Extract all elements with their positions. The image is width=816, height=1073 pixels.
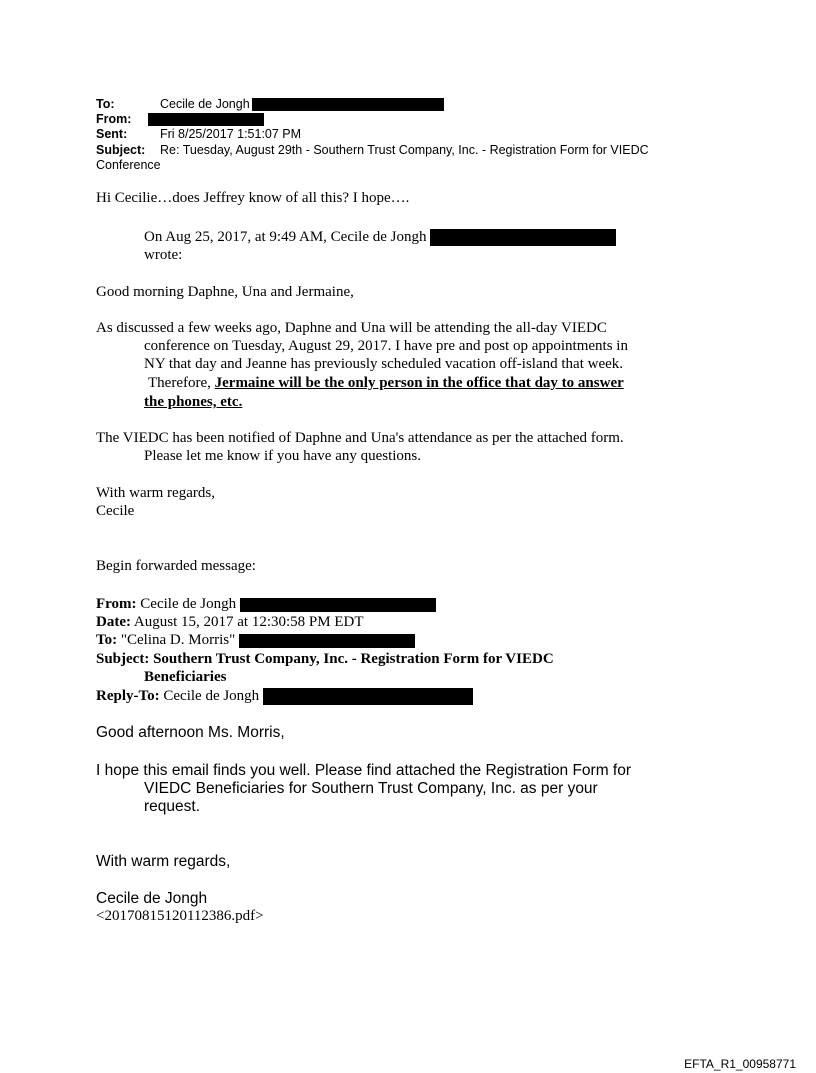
fwd-subject-cont: Beneficiaries bbox=[144, 669, 227, 685]
quoted-para2-line2: Please let me know if you have any questions. bbox=[144, 448, 422, 464]
quoted-para1-line3: NY that day and Jeanne has previously scheduled vacation off-island that week. bbox=[144, 356, 624, 372]
sent-value: Fri 8/25/2017 1:51:07 PM bbox=[160, 127, 302, 141]
quoted-para1-line2: conference on Tuesday, August 29, 2017. I have pre and post op appointments in bbox=[144, 338, 628, 354]
fwd-date: Date: August 15, 2017 at 12:30:58 PM EDT bbox=[96, 614, 364, 630]
quoted-para1-line1: As discussed a few weeks ago, Daphne and Una will be attending the all-day VIEDC bbox=[96, 320, 607, 336]
fwd-closing: With warm regards, bbox=[96, 853, 231, 870]
to-value: Cecile de Jongh bbox=[160, 97, 250, 111]
quoted-para1-line4: Therefore, Jermaine will be the only person in the office that day to answer bbox=[148, 375, 624, 391]
fwd-to: To: "Celina D. Morris" bbox=[96, 631, 415, 650]
fwd-signature: Cecile de Jongh bbox=[96, 890, 208, 907]
fwd-body-line2: VIEDC Beneficiaries for Southern Trust Company, Inc. as per your bbox=[144, 780, 598, 797]
fwd-greeting: Good afternoon Ms. Morris, bbox=[96, 724, 285, 741]
quoted-attribution: On Aug 25, 2017, at 9:49 AM, Cecile de Jongh bbox=[96, 228, 616, 247]
header-subject-cont bbox=[96, 158, 161, 173]
fwd-from: From: Cecile de Jongh bbox=[96, 595, 436, 614]
subject-value-cont: Conference bbox=[96, 158, 161, 172]
quoted-para1-line5 bbox=[96, 393, 242, 412]
quoted-attribution-cont: wrote: bbox=[144, 247, 183, 263]
subject-label: Subject: bbox=[96, 143, 146, 157]
redaction bbox=[263, 688, 473, 705]
header-sent bbox=[96, 127, 301, 142]
quoted-signature: Cecile bbox=[96, 503, 135, 519]
forwarded-intro: Begin forwarded message: bbox=[96, 558, 256, 574]
header-to bbox=[96, 97, 444, 112]
bates-number: EFTA_R1_00958771 bbox=[684, 1057, 796, 1071]
to-label: To: bbox=[96, 97, 115, 111]
emphasis-text: Jermaine will be the only person in the office that day to answer bbox=[214, 375, 624, 391]
attachment-name[interactable]: <20170815120112386.pdf> bbox=[96, 908, 264, 924]
fwd-body-line3: request. bbox=[144, 798, 201, 815]
fwd-replyto: Reply-To: Cecile de Jongh bbox=[96, 687, 473, 706]
fwd-body-line1: I hope this email finds you well. Please find attached the Registration Form for bbox=[96, 762, 632, 779]
quoted-para2-line1: The VIEDC has been notified of Daphne and Una's attendance as per the attached form. bbox=[96, 430, 624, 446]
subject-value: Re: Tuesday, August 29th - Southern Trust Company, Inc. - Registration Form for VIEDC bbox=[160, 143, 649, 157]
from-label: From: bbox=[96, 112, 132, 126]
redaction bbox=[430, 229, 616, 246]
redaction bbox=[239, 634, 415, 648]
redaction bbox=[148, 113, 264, 126]
reply-text: Hi Cecilie…does Jeffrey know of all this? I hope…. bbox=[96, 190, 410, 206]
sent-label: Sent: bbox=[96, 127, 128, 141]
quoted-closing: With warm regards, bbox=[96, 485, 215, 501]
redaction bbox=[240, 598, 436, 612]
fwd-subject: Subject: Southern Trust Company, Inc. - Registration Form for VIEDC bbox=[96, 651, 554, 667]
header-subject bbox=[96, 143, 649, 158]
quoted-greeting: Good morning Daphne, Una and Jermaine, bbox=[96, 284, 354, 300]
redaction bbox=[252, 98, 444, 111]
header-from bbox=[96, 112, 264, 127]
emphasis-text-cont: the phones, etc. bbox=[144, 394, 243, 410]
